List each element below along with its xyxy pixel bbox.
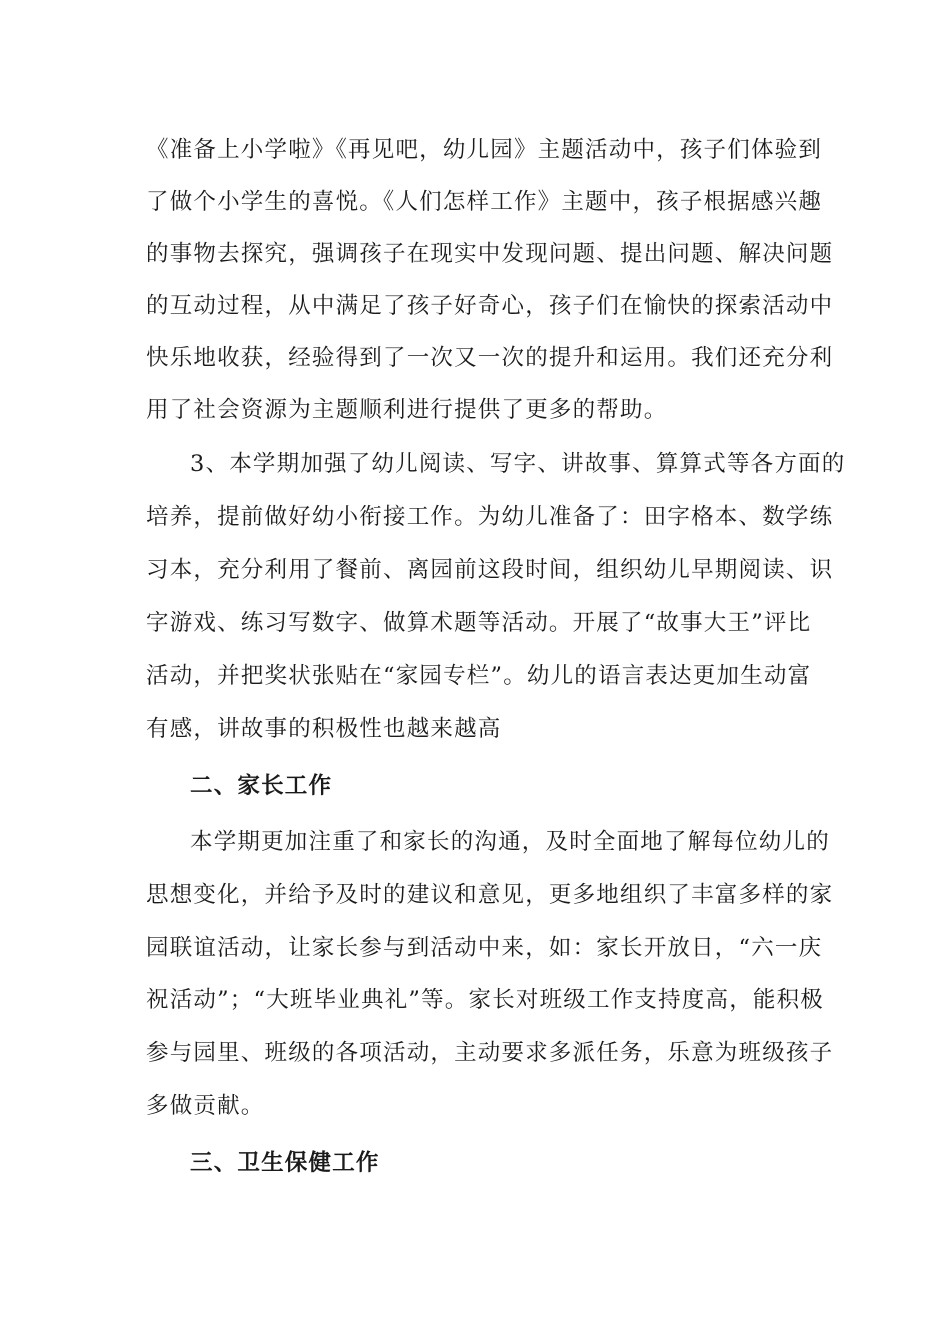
paragraph-line: 多做贡献。	[146, 1093, 265, 1119]
paragraph-line: 本学期更加注重了和家长的沟通，及时全面地了解每位幼儿的	[190, 829, 830, 855]
paragraph-line: 祝活动”；“大班毕业典礼”等。家长对班级工作支持度高，能积极	[146, 987, 825, 1013]
paragraph-line: 了做个小学生的喜悦。《人们怎样工作》主题中，孩子根据感兴趣	[146, 189, 823, 215]
paragraph-line: 思想变化，并给予及时的建议和意见，更多地组织了丰富多样的家	[146, 882, 834, 908]
paragraph-line: 习本，充分利用了餐前、离园前这段时间，组织幼儿早期阅读、识	[146, 557, 834, 583]
section-heading-health: 三、卫生保健工作	[190, 1150, 380, 1176]
paragraph-line: 《准备上小学啦》《再见吧，幼儿园》主题活动中，孩子们体验到	[146, 137, 823, 163]
paragraph-line: 参与园里、班级的各项活动，主动要求多派任务，乐意为班级孩子	[146, 1040, 834, 1066]
paragraph-line: 培养，提前做好幼小衔接工作。为幼儿准备了：田字格本、数学练	[146, 504, 834, 530]
paragraph-line: 3、本学期加强了幼儿阅读、写字、讲故事、算算式等各方面的	[190, 451, 846, 477]
paragraph-line: 字游戏、练习写数字、做算术题等活动。开展了“故事大王”评比	[146, 610, 812, 636]
paragraph-line: 用了社会资源为主题顺利进行提供了更多的帮助。	[146, 397, 668, 423]
paragraph-line: 活动，并把奖状张贴在“家园专栏”。幼儿的语言表达更加生动富	[146, 663, 812, 689]
paragraph-line: 的事物去探究，强调孩子在现实中发现问题、提出问题、解决问题	[146, 241, 834, 267]
paragraph-line: 快乐地收获，经验得到了一次又一次的提升和运用。我们还充分利	[146, 345, 834, 371]
paragraph-line: 园联谊活动，让家长参与到活动中来，如：家长开放日，“六一庆	[146, 935, 823, 961]
paragraph-line: 的互动过程，从中满足了孩子好奇心，孩子们在愉快的探索活动中	[146, 293, 834, 319]
section-heading-parents: 二、家长工作	[190, 773, 333, 799]
paragraph-line: 有感，讲故事的积极性也越来越高	[146, 716, 502, 742]
